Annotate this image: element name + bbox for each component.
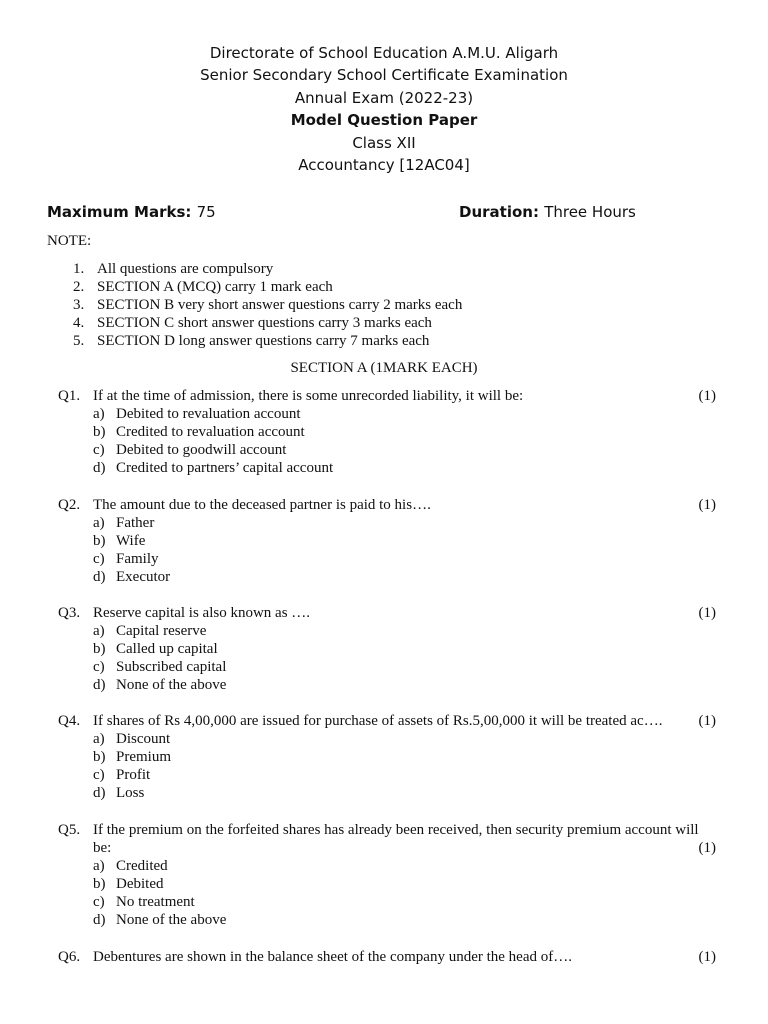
question-6 [58, 948, 716, 966]
option-text: Subscribed capital [116, 659, 227, 675]
question-marks: (1) [698, 949, 716, 965]
option-label: c) [93, 442, 105, 458]
note-text: SECTION C short answer questions carry 3 marks each [97, 315, 432, 331]
option-label: a) [93, 406, 105, 422]
option-label: c) [93, 551, 105, 567]
question-marks: (1) [698, 605, 716, 621]
max-marks-value: 75 [196, 203, 216, 221]
option-label: a) [93, 858, 105, 874]
note-list [73, 260, 462, 350]
note-item [73, 260, 462, 278]
option-label: c) [93, 659, 105, 675]
note-text: SECTION A (MCQ) carry 1 mark each [97, 279, 333, 295]
option-d [58, 784, 716, 802]
question-3 [58, 604, 716, 694]
option-text: Wife [116, 533, 146, 549]
option-label: c) [93, 894, 105, 910]
option-text: Executor [116, 569, 171, 585]
option-text: Called up capital [116, 641, 218, 657]
option-b [58, 423, 716, 441]
note-item [73, 314, 462, 332]
question-row [58, 496, 716, 514]
option-text: Loss [116, 785, 145, 801]
exam-header [0, 42, 768, 176]
option-b [58, 875, 724, 893]
option-text: Family [116, 551, 159, 567]
note-number: 2. [73, 279, 85, 295]
exam-session: Annual Exam (2022-23) [294, 88, 474, 107]
option-label: a) [93, 515, 105, 531]
question-marks: (1) [698, 840, 716, 856]
note-number: 4. [73, 315, 85, 331]
option-label: a) [93, 623, 105, 639]
question-number: Q5. [58, 822, 81, 838]
question-text: If shares of Rs 4,00,000 are issued for purchase of assets of Rs.5,00,000 it will be treated ac…. [93, 713, 663, 729]
option-b [58, 748, 716, 766]
option-label: a) [93, 731, 105, 747]
question-text: If the premium on the forfeited shares has already been received, then security premium account will [93, 822, 699, 838]
paper-title: Model Question Paper [290, 111, 478, 130]
question-row-continued [58, 839, 716, 857]
question-row [58, 821, 724, 839]
option-label: b) [93, 749, 106, 765]
subject-label: Accountancy [12AC04] [298, 156, 470, 175]
question-text: Reserve capital is also known as …. [93, 605, 311, 621]
question-marks: (1) [698, 497, 716, 513]
option-text: No treatment [116, 894, 195, 910]
option-label: b) [93, 424, 106, 440]
examination-title: Senior Secondary School Certificate Examination [200, 66, 568, 85]
option-text: Debited to revaluation account [116, 406, 301, 422]
question-1 [58, 387, 716, 477]
directorate-title: Directorate of School Education A.M.U. Aligarh [209, 44, 559, 62]
option-label: d) [93, 785, 106, 801]
question-number: Q2. [58, 497, 81, 513]
option-text: Credited to partners’ capital account [116, 460, 334, 476]
option-c [58, 441, 716, 459]
option-b [58, 532, 716, 550]
note-text: SECTION D long answer questions carry 7 marks each [97, 333, 430, 349]
note-number: 3. [73, 297, 85, 313]
option-a [58, 514, 716, 532]
maximum-marks [47, 201, 216, 223]
question-row [58, 712, 716, 730]
note-text: SECTION B very short answer questions carry 2 marks each [97, 297, 463, 313]
max-marks-label: Maximum Marks: [47, 203, 192, 221]
question-number: Q4. [58, 713, 81, 729]
option-c [58, 550, 716, 568]
option-a [58, 730, 716, 748]
question-5 [58, 821, 724, 929]
note-title: NOTE: [47, 233, 92, 249]
option-b [58, 640, 716, 658]
option-text: None of the above [116, 677, 227, 693]
option-label: c) [93, 767, 105, 783]
question-2 [58, 496, 716, 586]
question-row [58, 604, 716, 622]
section-a-title: SECTION A (1MARK EACH) [290, 360, 478, 376]
note-number: 5. [73, 333, 85, 349]
note-text: All questions are compulsory [97, 261, 274, 277]
note-item [73, 296, 462, 314]
question-4 [58, 712, 716, 802]
option-a [58, 405, 716, 423]
question-row [58, 387, 716, 405]
option-label: b) [93, 876, 106, 892]
question-text: If at the time of admission, there is some unrecorded liability, it will be: [93, 388, 524, 404]
question-marks: (1) [698, 713, 716, 729]
question-marks: (1) [698, 388, 716, 404]
duration-label: Duration: [459, 203, 539, 221]
option-c [58, 766, 716, 784]
duration-value: Three Hours [544, 203, 636, 221]
option-text: None of the above [116, 912, 227, 928]
note-item [73, 332, 462, 350]
option-text: Credited to revaluation account [116, 424, 305, 440]
option-text: Father [116, 515, 155, 531]
question-number: Q6. [58, 949, 81, 965]
note-item [73, 278, 462, 296]
option-text: Discount [116, 731, 171, 747]
option-d [58, 911, 724, 929]
option-label: b) [93, 533, 106, 549]
question-text: Debentures are shown in the balance sheet of the company under the head of…. [93, 949, 572, 965]
option-text: Credited [116, 858, 168, 874]
question-text: The amount due to the deceased partner is paid to his…. [93, 497, 431, 513]
duration [459, 201, 636, 223]
option-text: Profit [116, 767, 151, 783]
option-c [58, 893, 724, 911]
option-label: d) [93, 677, 106, 693]
note-number: 1. [73, 261, 85, 277]
option-text: Debited [116, 876, 164, 892]
option-label: d) [93, 569, 106, 585]
option-c [58, 658, 716, 676]
question-row [58, 948, 716, 966]
class-label: Class XII [352, 133, 416, 152]
option-text: Premium [116, 749, 171, 765]
question-number: Q3. [58, 605, 81, 621]
option-d [58, 459, 716, 477]
question-number: Q1. [58, 388, 81, 404]
option-label: d) [93, 460, 106, 476]
question-text-continued: be: [93, 840, 112, 856]
option-a [58, 622, 716, 640]
option-d [58, 568, 716, 586]
option-d [58, 676, 716, 694]
option-label: d) [93, 912, 106, 928]
option-label: b) [93, 641, 106, 657]
option-a [58, 857, 724, 875]
option-text: Capital reserve [116, 623, 207, 639]
option-text: Debited to goodwill account [116, 442, 287, 458]
